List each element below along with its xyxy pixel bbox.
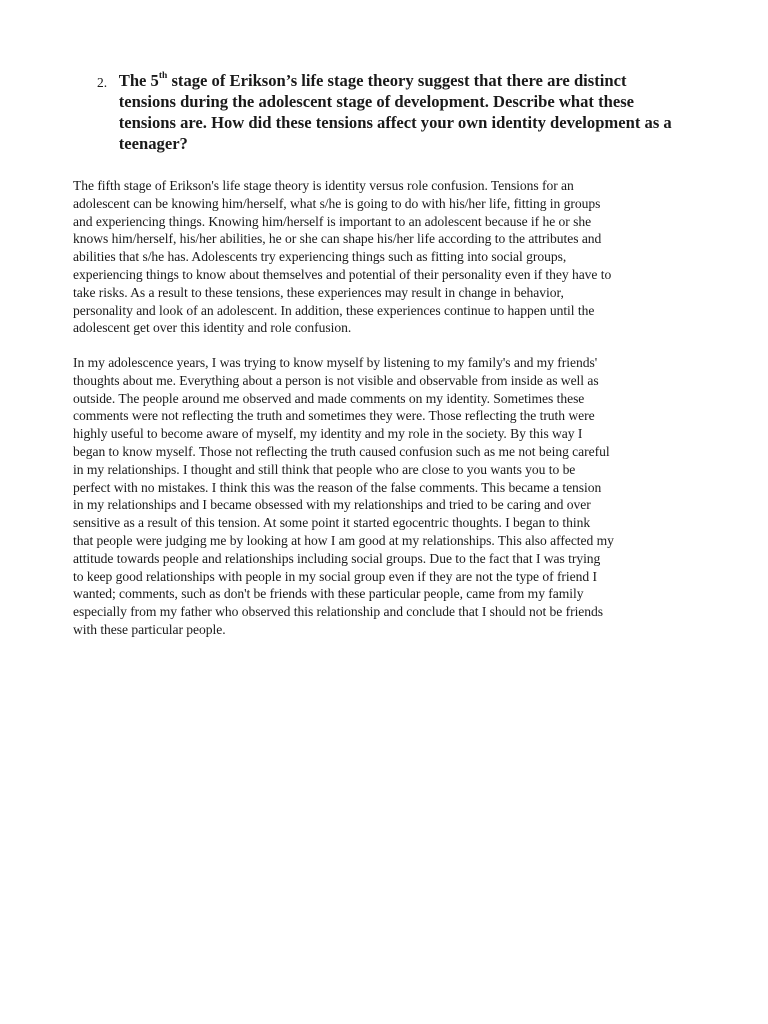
text-line: perfect with no mistakes. I think this was the reason of the false comments. This became a tension [73, 479, 602, 495]
answer-paragraph-2 [73, 354, 699, 639]
text-line: with these particular people. [73, 621, 226, 637]
text-line: began to know myself. Those not reflecting the truth caused confusion such as me not being careful [73, 443, 610, 459]
text-line: wanted; comments, such as don't be friends with these particular people, came from my family [73, 586, 584, 602]
text-line: highly useful to become aware of myself, my identity and my role in the society. By this way I [73, 426, 583, 442]
text-line: to keep good relationships with people in my social group even if they are not the type of friend I [73, 568, 597, 584]
text-line: adolescent get over this identity and role confusion. [73, 320, 352, 336]
question-prefix: The 5 [118, 71, 159, 90]
text-line: adolescent can be knowing him/herself, what s/he is going to do with his/her life, fitting in groups [73, 195, 601, 211]
text-line: In my adolescence years, I was trying to know myself by listening to my family's and my friends' [73, 355, 598, 370]
question-line: teenager? [118, 134, 188, 153]
question-line [119, 71, 627, 90]
text-line: in my relationships. I thought and still think that people who are close to you wants you to be [73, 461, 576, 477]
text-line: take risks. As a result to these tensions, these experiences may result in change in behavior, [73, 284, 564, 300]
question-line: tensions during the adolescent stage of development. Describe what these [118, 92, 635, 111]
text-line: outside. The people around me observed and made comments on my identity. Sometimes these [73, 390, 585, 406]
text-line: experiencing things to know about themselves and potential of their personality even if they have to [73, 266, 612, 282]
text-line: in my relationships and I became obsessed with my relationships and tried to be caring and over [73, 497, 591, 513]
text-line: sensitive as a result of this tension. At some point it started egocentric thoughts. I began to think [73, 515, 591, 531]
question-line: tensions are. How did these tensions affect your own identity development as a [118, 113, 672, 132]
question-line1-rest: stage of Erikson’s life stage theory suggest that there are distinct [167, 71, 627, 90]
text-line: thoughts about me. Everything about a person is not visible and observable from inside as well as [73, 372, 599, 388]
text-line: comments were not reflecting the truth and sometimes they were. Those reflecting the truth were [73, 408, 595, 424]
answer-paragraph-1 [73, 177, 699, 337]
text-line: attitude towards people and relationships including social groups. Due to the fact that I was trying [73, 550, 601, 566]
question-number: 2. [97, 75, 108, 90]
question-superscript: th [158, 71, 168, 81]
text-line: The fifth stage of Erikson's life stage theory is identity versus role confusion. Tensions for an [73, 178, 574, 193]
question-text [119, 70, 697, 154]
text-line: knows him/herself, his/her abilities, he or she can shape his/her life according to the attributes and [73, 231, 602, 247]
text-line: abilities that s/he has. Adolescents try experiencing things such as fitting into social groups, [73, 249, 567, 265]
text-line: and experiencing things. Knowing him/herself is important to an adolescent because if he or she [73, 213, 592, 229]
text-line: especially from my father who observed this relationship and conclude that I should not be friends [73, 604, 604, 620]
question-block [97, 70, 697, 154]
text-line: that people were judging me by looking at how I am good at my relationships. This also affected my [73, 532, 614, 548]
text-line: personality and look of an adolescent. In addition, these experiences continue to happen until the [73, 302, 595, 318]
